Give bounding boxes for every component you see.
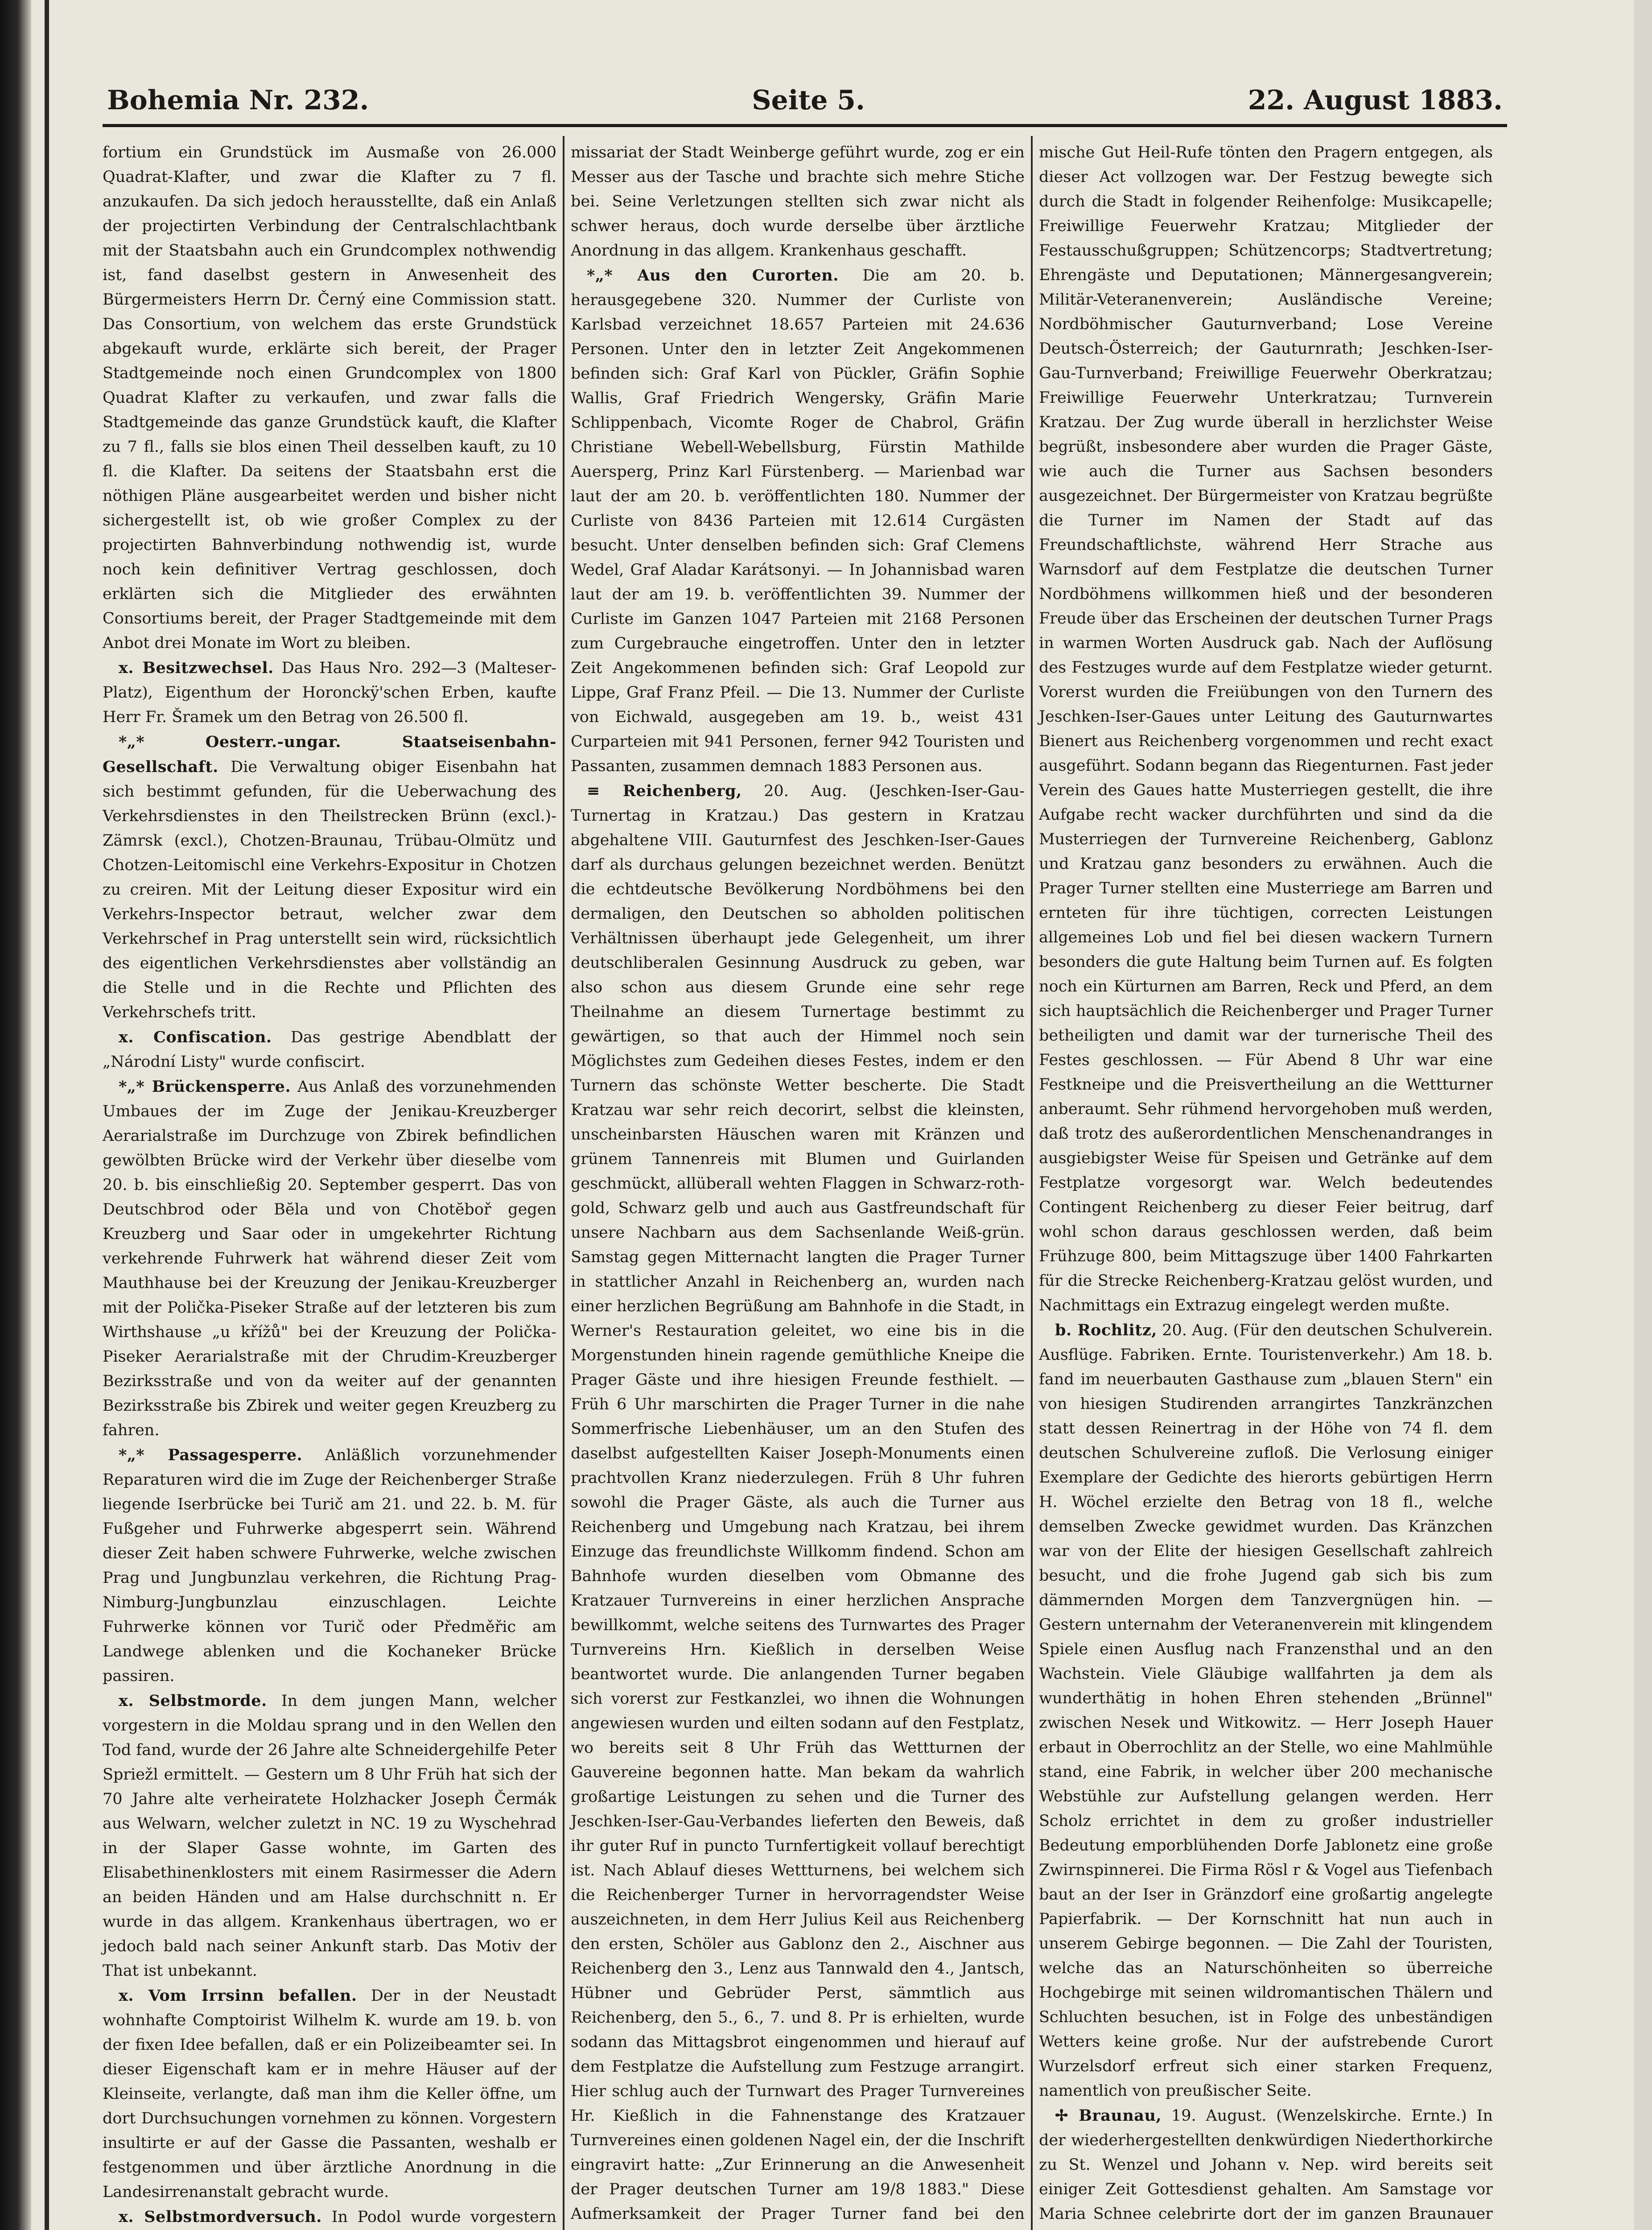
header-date: 22. August 1883.: [1248, 85, 1503, 116]
article-text: Anläßlich vorzunehmender Reparaturen wird die im Zuge der Reichenberger Straße liegende Iserbrücke bei Turič am 21. und 22. b. M. für Fußgeher und Fuhrwerke abgesperrt sein. Während dieser Zeit haben schwere Fuhrwerke, welche zwischen Prag und Jungbunzlau verkehren, die Richtung Prag-Nimburg-Jungbunzlau einzuschlagen. Leichte Fuhrwerke können vor Turič oder Předměřic am Landwege ablenken und die Kochaneker Brücke passiren.: [103, 1446, 556, 1685]
article-heading: x. Selbstmordversuch.: [119, 2208, 322, 2226]
article-text: Die Verwaltung obiger Eisenbahn hat sich bestimmt gefunden, für die Ueberwachung des Verkehrsdienstes in den Theilstrecken Brünn (excl.)-Zämrsk (excl.), Chotzen-Braunau, Trübau-Olmütz und Chotzen-Leitomischl eine Verkehrs-Expositur in Chotzen zu creiren. Mit der Leitung dieser Expositur wird ein Verkehrs-Inspector betraut, welcher zwar dem Verkehrschef in Prag unterstellt sein wird, rücksichtlich des eigentlichen Verkehrsdienstes aber vollständig an die Stelle und in die Rechte und Pflichten des Verkehrschefs tritt.: [103, 758, 556, 1021]
article-paragraph: [103, 656, 556, 730]
column-2: [571, 140, 1025, 2230]
article-text: 20. Aug. (Jeschken-Iser-Gau-Turnertag in Kratzau.) Das gestern in Kratzau abgehaltene VIII. Gauturnfest des Jeschken-Iser-Gaues darf als durchaus gelungen bezeichnet werden. Benützt die echtdeutsche Bevölkerung Nordböhmens bei den dermaligen, den Deutschen so abholden politischen Verhältnissen überhaupt jede Gelegenheit, um ihrer deutschliberalen Gesinnung Ausdruck zu geben, war also schon aus diesem Grunde eine sehr rege Theilnahme an diesem Turnertage bestimmt zu gewärtigen, so that auch der Himmel noch sein Möglichstes zum Gedeihen dieses Festes, indem er den Turnern das schönste Wetter bescherte. Die Stadt Kratzau war sehr reich decorirt, selbst die kleinsten, unscheinbarsten Häuschen waren mit Kränzen und grünem Tannenreis mit Blumen und Guirlanden geschmückt, allüberall wehten Flaggen in Schwarz-roth-gold, Schwarz gelb und auch aus Gastfreundschaft für unsere Nachbarn aus dem Sachsenlande Weiß-grün. Samstag gegen Mitternacht langten die Prager Turner in stattlicher Anzahl in Reichenberg an, wurden nach einer herzlichen Begrüßung am Bahnhofe in die Stadt, in Werner's Restauration geleitet, wo eine bis in die Morgenstunden hinein ragende gemüthliche Kneipe die Prager Gäste und ihre hiesigen Freunde festhielt. — Früh 6 Uhr marschirten die Prager Turner in die nahe Sommerfrische Liebenhäuser, um an den Stufen des daselbst aufgestellten Kaiser Joseph-Monuments einen prachtvollen Kranz niederzulegen. Früh 8 Uhr fuhren sowohl die Prager Gäste, als auch die Turner aus Reichenberg und Umgebung nach Kratzau, bei ihrem Einzuge das freundlichste Willkomm findend. Schon am Bahnhofe wurden dieselben vom Obmanne des Kratzauer Turnvereins in einer herzlichen Ansprache bewillkommt, welche seitens des Turnwartes des Prager Turnvereins Hrn. Kießlich in derselben Weise beantwortet wurde. Die anlangenden Turner begaben sich vorerst zur Festkanzlei, wo ihnen die Wohnungen angewiesen wurden und eilten sodann auf den Festplatz, wo bereits seit 8 Uhr Früh das Wettturnen der Gauvereine begonnen hatte. Man bekam da wahrlich großartige Leistungen zu sehen und die Turner des Jeschken-Iser-Gau-Verbandes lieferten den Beweis, daß ihr guter Ruf in puncto Turnfertigkeit vollauf berechtigt ist. Nach Ablauf dieses Wettturnens, bei welchem sich die Reichenberger Turner in hervorragendster Weise auszeichneten, in dem Herr Julius Keil aus Reichenberg den ersten, Schöler aus Gablonz den 2., Aischner aus Reichenberg den 3., Lenz aus Tannwald den 4., Jantsch, Hübner und Gebrüder Perst, sämmtlich aus Reichenberg, den 5., 6., 7. und 8. Pr is erhielten, wurde sodann das Mittagsbrot eingenommen und hierauf auf dem Festplatze die Aufstellung zum Festzuge arrangirt. Hier schlug auch der Turnwart des Prager Turnvereines Hr. Kießlich in die Fahnenstange des Kratzauer Turnvereines einen goldenen Nagel ein, der die Inschrift eingravirt hatte: „Zur Erinnerung an die Anwesenheit der Prager deutschen Turner am 19/8 1883." Diese Aufmerksamkeit der Prager Turner fand bei den: [571, 782, 1025, 2223]
article-paragraph: [571, 779, 1025, 2230]
article-text: 20. Aug. (Für den deutschen Schulverein. Ausflüge. Fabriken. Ernte. Touristenverkehr.) Am 18. b. fand im neuerbauten Gasthause zum „blauen Stern" ein von hiesigen Studirenden arrangirtes Tanzkränzchen statt dessen Reinertrag in der Höhe von 74 fl. dem deutschen Schulvereine zufloß. Die Verlosung einiger Exemplare der Gedichte des hierorts gebürtigen Herrn H. Wöchel erzielte den Betrag von 18 fl., welche demselben Zwecke gewidmet wurden. Das Kränzchen war von der Elite der hiesigen Gesellschaft zahlreich besucht, und die frohe Jugend gab sich bis zum dämmernden Morgen dem Tanzvergnügen hin. — Gestern unternahm der Veteranenverein mit klingendem Spiele einen Ausflug nach Franzensthal und an den Wachstein. Viele Gläubige wallfahrten ja dem als wunderthätig in hohen Ehren stehenden „Brünnel" zwischen Nesek und Witkowitz. — Herr Joseph Hauer erbaut in Oberrochlitz an der Stelle, wo eine Mahlmühle stand, eine Fabrik, in welcher über 200 mechanische Webstühle zur Aufstellung gelangen werden. Herr Scholz errichtet in dem zu großer industrieller Bedeutung emporblühenden Dorfe Jablonetz eine große Zwirnspinnerei. Die Firma Rösl r & Vogel aus Tiefenbach baut an der Iser in Gränzdorf eine großartig angelegte Papierfabrik. — Der Kornschnitt hat nun auch in unserem Gebirge begonnen. — Die Zahl der Touristen, welche das an Naturschönheiten so überreiche Hochgebirge mit seinen wildromantischen Thälern und Schluchten besuchen, ist in Folge des unbeständigen Wetters keine große. Nur der aufstrebende Curort Wurzelsdorf erfreut sich einer starken Frequenz, namentlich von preußischer Seite.: [1039, 1321, 1493, 2100]
article-paragraph: [1039, 1318, 1493, 2103]
text-columns: [103, 140, 1507, 2230]
article-heading: b. Rochlitz,: [1055, 1321, 1157, 1339]
article-text: Aus Anlaß des vorzunehmenden Umbaues der im Zuge der Jenikau-Kreuzberger Aerarialstraße im Durchzuge von Zbirek befindlichen gewölbten Brücke wird der Verkehr über dieselbe vom 20. b. bis einschließig 20. September gesperrt. Das von Deutschbrod oder Bĕla und von Chotĕboř gegen Kreuzberg und Saar oder in umgekehrter Richtung verkehrende Fuhrwerk hat während dieser Zeit vom Mauthhause bei der Kreuzung der Jenikau-Kreuzberger mit der Polička-Piseker Straße auf der letzteren bis zum Wirthshause „u křížů" bei der Kreuzung der Polička-Piseker Aerarialstraße mit der Chrudim-Kreuzberger Bezirksstraße und von da weiter auf der genannten Bezirksstraße bis Zbirek und weiter gegen Kreuzberg zu fahren.: [103, 1078, 556, 1439]
article-text: Die am 20. b. herausgegebene 320. Nummer der Curliste von Karlsbad verzeichnet 18.657 Parteien mit 24.636 Personen. Unter den in letzter Zeit Angekommenen befinden sich: Graf Karl von Pückler, Gräfin Sophie Wallis, Graf Friedrich Wengersky, Gräfin Marie Schlippenbach, Vicomte Roger de Chabrol, Gräfin Christiane Webell-Webellsburg, Fürstin Mathilde Auersperg, Prinz Karl Fürstenberg. — Marienbad war laut der am 20. b. veröffentlichten 180. Nummer der Curliste von 8436 Parteien mit 12.614 Curgästen besucht. Unter denselben befinden sich: Graf Clemens Wedel, Graf Aladar Karátsonyi. — In Johannisbad waren laut der am 19. b. veröffentlichten 39. Nummer der Curliste im Ganzen 1047 Parteien mit 2168 Personen zum Curgebrauche eingetroffen. Unter den in letzter Zeit Angekommenen befinden sich: Graf Leopold zur Lippe, Graf Franz Pfeil. — Die 13. Nummer der Curliste von Eichwald, ausgegeben am 19. b., weist 431 Curparteien mit 941 Personen, ferner 942 Touristen und Passanten, zusammen demnach 1883 Personen aus.: [571, 267, 1025, 775]
column-3: [1039, 140, 1493, 2230]
page-header: [103, 85, 1507, 124]
page-margin-rule: [45, 0, 49, 2230]
article-heading: x. Vom Irrsinn befallen.: [119, 1986, 357, 2005]
article-heading: x. Confiscation.: [119, 1028, 272, 1046]
article-paragraph: [103, 140, 556, 656]
article-heading: x. Besitzwechsel.: [119, 659, 274, 677]
article-paragraph: [103, 1074, 556, 1443]
article-paragraph: [103, 2205, 556, 2230]
header-page-number: Seite 5.: [752, 85, 865, 116]
article-paragraph: [1039, 140, 1493, 1318]
article-paragraph: [103, 1689, 556, 1983]
article-text: In dem jungen Mann, welcher vorgestern in die Moldau sprang und in den Wellen den Tod fand, wurde der 26 Jahre alte Schneidergehilfe Peter Spriežl ermittelt. — Gestern um 8 Uhr Früh hat sich der 70 Jahre alte verheiratete Holzhacker Joseph Čermák aus Welwarn, welcher zuletzt in NC. 19 zu Wyschehrad in der Slaper Gasse wohnte, im Garten des Elisabethinenklosters mit einem Rasirmesser die Adern an beiden Händen und am Halse durchschnitt n. Er wurde in das allgem. Krankenhaus übertragen, wo er jedoch bald nach seiner Ankunft starb. Das Motiv der That ist unbekannt.: [103, 1692, 556, 1980]
newspaper-page: [103, 85, 1507, 2230]
column-1: [103, 140, 556, 2230]
article-text: missariat der Stadt Weinberge geführt wurde, zog er ein Messer aus der Tasche und brachte sich mehre Stiche bei. Seine Verletzungen stellten sich zwar nicht als schwer heraus, doch wurde derselbe über ärztliche Anordnung in das allgem. Krankenhaus geschafft.: [571, 144, 1025, 260]
header-rule: [103, 124, 1507, 127]
article-paragraph: [103, 1443, 556, 1689]
article-heading: x. Selbstmorde.: [119, 1692, 267, 1710]
page-right-edge: [1634, 0, 1652, 2230]
book-binding-edge: [0, 0, 31, 2230]
article-paragraph: [103, 1025, 556, 1074]
article-paragraph: [571, 263, 1025, 779]
article-heading: ≡ Reichenberg,: [587, 782, 742, 800]
header-publication: Bohemia Nr. 232.: [107, 85, 369, 116]
article-text: fortium ein Grundstück im Ausmaße von 26.000 Quadrat-Klafter, und zwar die Klafter zu 7 fl. anzukaufen. Da sich jedoch herausstellte, daß ein Anlaß der projectirten Verbindung der Centralschlachtbank mit der Staatsbahn auch ein Grundcomplex nothwendig ist, fand daselbst gestern in Anwesenheit des Bürgermeisters Herrn Dr. Černý eine Commission statt. Das Consortium, von welchem das erste Grundstück abgekauft wurde, erklärte sich bereit, der Prager Stadtgemeinde noch einen Grundcomplex von 1800 Quadrat Klafter zu verkaufen, und zwar falls die Stadtgemeinde das ganze Grundstück kauft, die Klafter zu 7 fl., falls sie blos einen Theil desselben kauft, zu 10 fl. die Klafter. Da seitens der Staatsbahn erst die nöthigen Pläne ausgearbeitet werden und bisher nicht sichergestellt ist, ob wie großer Complex zu der projectirten Bahnverbindung nothwendig ist, wurde noch kein definitiver Vertrag geschlossen, doch erklärten sich die Mitglieder des erwähnten Consortiums bereit, der Prager Stadtgemeinde mit dem Anbot drei Monate im Wort zu bleiben.: [103, 144, 556, 652]
article-text: In Podol wurde vorgestern: [331, 2208, 556, 2226]
article-heading: *„* Brückensperre.: [119, 1078, 291, 1096]
article-text: 19. August. (Wenzelskirche. Ernte.) In der wiederhergestellten denkwürdigen Niederthorkirche zu St. Wenzel und Johann v. Nep. wird bereits seit einiger Zeit Gottesdienst gehalten. Am Samstage vor Maria Schnee celebrirte dort der im ganzen Braunauer: [1039, 2107, 1493, 2223]
article-paragraph: [571, 140, 1025, 263]
article-text: mische Gut Heil-Rufe tönten den Pragern entgegen, als dieser Act vollzogen war. Der Festzug bewegte sich durch die Stadt in folgender Reihenfolge: Musikcapelle; Freiwillige Feuerwehr Kratzau; Mitglieder der Festausschußgruppen; Schützencorps; Stadtvertretung; Ehrengäste und Deputationen; Männergesangverein; Militär-Veteranenverein; Ausländische Vereine; Nordböhmischer Gauturnverband; Lose Vereine Deutsch-Österreich; der Gauturnrath; Jeschken-Iser-Gau-Turnverband; Freiwillige Feuerwehr Oberkratzau; Freiwillige Feuerwehr Unterkratzau; Turnverein Kratzau. Der Zug wurde überall in herzlichster Weise begrüßt, insbesondere aber wurden die Prager Gäste, wie auch die Turner aus Sachsen besonders ausgezeichnet. Der Bürgermeister von Kratzau begrüßte die Turner im Namen der Stadt auf das Freundschaftlichste, während Herr Strache aus Warnsdorf auf dem Festplatze die deutschen Turner Nordböhmens willkommen hieß und der besonderen Freude über das Erscheinen der deutschen Turner Prags in warmen Worten Ausdruck gab. Nach der Auflösung des Festzuges wurde auf dem Festplatze wieder geturnt. Vorerst wurden die Freiübungen von den Turnern des Jeschken-Iser-Gaues unter Leitung des Gauturnwartes Bienert aus Reichenberg vorgenommen und recht exact ausgeführt. Sodann begann das Riegenturnen. Fast jeder Verein des Gaues hatte Musterriegen gestellt, die ihre Aufgabe recht wacker durchführten und sind da die Musterriegen der Turnvereine Reichenberg, Gablonz und Kratzau ganz besonders zu erwähnen. Auch die Prager Turner stellten eine Musterriege am Barren und ernteten für ihre tüchtigen, correcten Leistungen allgemeines Lob und fiel bei diesen wackern Turnern besonders die gute Haltung beim Turnen auf. Es folgten noch ein Kürturnen am Barren, Reck und Pferd, an dem sich hauptsächlich die Reichenberger und Prager Turner betheiligten und damit war der turnerische Theil des Festes geschlossen. — Für Abend 8 Uhr war eine Festkneipe und die Preisvertheilung an die Wettturner anberaumt. Sehr rühmend hervorgehoben muß werden, daß trotz des außerordentlichen Menschenandranges in ausgiebigster Weise für Speisen und Getränke auf dem Festplatze vorgesorgt war. Welch bedeutendes Contingent Reichenberg zu dieser Feier beitrug, darf wohl schon daraus geschlossen werden, daß beim Frühzuge 800, beim Mittagszuge über 1400 Fahrkarten für die Strecke Reichenberg-Kratzau gelöst wurden, und Nachmittags ein Extrazug eingelegt werden mußte.: [1039, 144, 1493, 1314]
article-text: Das Haus Nro. 292—3 (Malteser-Platz), Eigenthum der Horonckÿ'schen Erben, kaufte Herr Fr. Šramek um den Betrag von 26.500 fl.: [103, 659, 556, 726]
article-text: Der in der Neustadt wohnhafte Comptoirist Wilhelm K. wurde am 19. b. von der fixen Idee befallen, daß er ein Polizeibeamter sei. In dieser Eigenschaft kam er in mehre Häuser auf der Kleinseite, verlangte, daß man ihm die Keller öffne, um dort Durchsuchungen vornehmen zu können. Vorgestern insultirte er auf der Gasse die Passanten, weshalb er festgenommen und über ärztliche Anordnung in die Landesirrenanstalt gebracht wurde.: [103, 1987, 556, 2201]
article-heading: *„* Aus den Curorten.: [587, 266, 839, 285]
article-text: Das gestrige Abendblatt der „Národní Listy" wurde confiscirt.: [103, 1028, 556, 1071]
article-heading: ✢ Braunau,: [1055, 2106, 1162, 2125]
article-heading: *„* Passagesperre.: [119, 1446, 303, 1464]
article-paragraph: [1039, 2103, 1493, 2230]
article-paragraph: [103, 730, 556, 1025]
article-paragraph: [103, 1983, 556, 2205]
article-heading: *„* Oesterr.-ungar. Staatseisenbahn-Gesellschaft.: [103, 733, 556, 776]
